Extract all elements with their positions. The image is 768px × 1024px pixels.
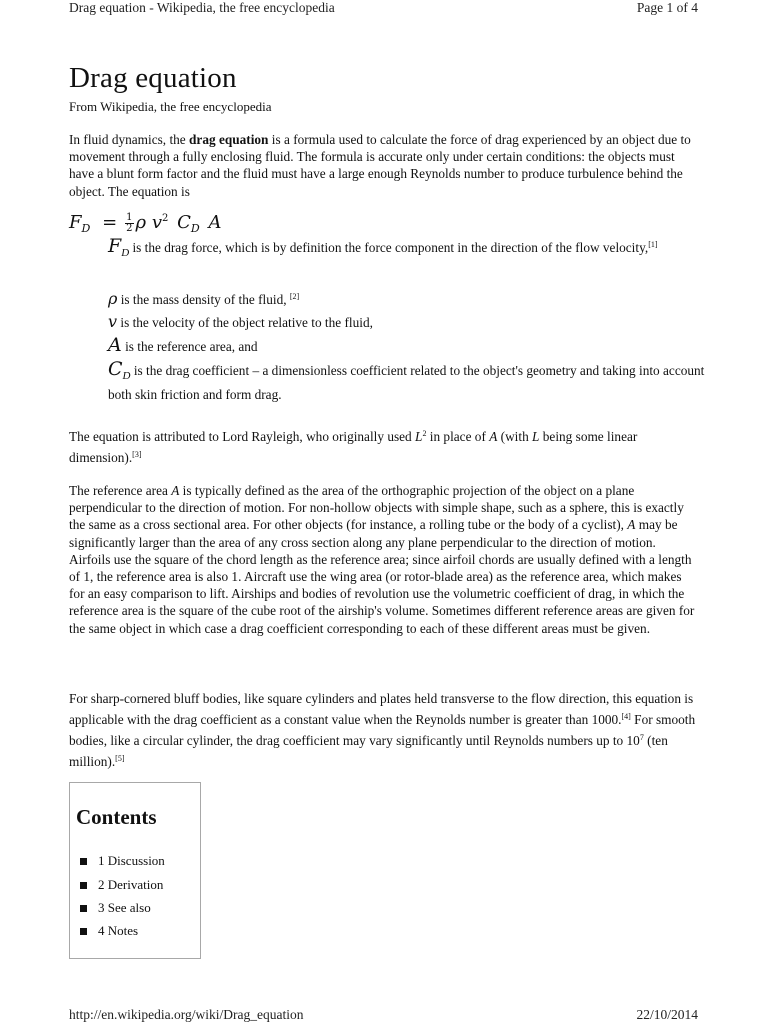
formula-equals: =	[102, 212, 118, 233]
definition-area	[108, 334, 708, 356]
rayleigh-text-4: being some linear dimension).	[69, 429, 638, 465]
toc-item-discussion[interactable]	[98, 853, 165, 869]
table-of-contents	[69, 782, 201, 959]
bullet-icon	[80, 928, 87, 935]
refarea-text-1: The reference area	[69, 483, 172, 498]
rayleigh-text-2: in place of	[426, 429, 490, 444]
formula-rho-v: ρ v	[135, 212, 163, 233]
ref-link[interactable]: [3]	[132, 450, 142, 459]
ref-link[interactable]: [5]	[115, 754, 125, 763]
bullet-icon	[80, 905, 87, 912]
toc-title: Contents	[76, 805, 157, 829]
fraction-numerator: 1	[126, 211, 133, 223]
toc-item-notes[interactable]	[98, 923, 138, 939]
rayleigh-paragraph	[69, 426, 697, 468]
toc-item-label: 2 Derivation	[98, 877, 164, 892]
refarea-text-3: may be significantly larger than the area of any cross section along any plane perpendicular to the direction of motion. Airfoils use the square of the chord length as the reference area; since airfoil chords are usually defined with a length of 1, the reference area is also 1. Aircraft use the wing area (or rotor-blade area) as the reference area, which makes for an easy comparison to lift. Airships and bodies of revolution use the volumetric coefficient of drag, in which the reference area is the square of the cube root of the airship's volume. Sometimes different reference areas are given for the same object in which case a drag coefficient corresponding to each of these different areas must be given.	[69, 517, 695, 636]
math-A: A	[171, 483, 180, 498]
intro-bold-term: drag equation	[189, 132, 269, 147]
def-symbol: C	[108, 358, 123, 380]
bullet-icon	[80, 882, 87, 889]
definition-drag-force	[108, 235, 708, 263]
math-A: A	[627, 517, 636, 533]
intro-text-1: In fluid dynamics, the	[69, 132, 190, 147]
intro-paragraph	[69, 131, 697, 200]
page-title: Drag equation	[69, 62, 237, 94]
toc-item-label: 1 Discussion	[98, 853, 165, 868]
math-exponent: 2	[422, 429, 427, 438]
rayleigh-text-3: (with	[497, 429, 533, 444]
print-header-page: Page 1 of 4	[636, 0, 698, 15]
toc-item-derivation[interactable]	[98, 877, 163, 893]
formula-lhs-sub: D	[81, 222, 91, 235]
bluff-bodies-paragraph	[69, 688, 697, 772]
toc-item-label: 4 Notes	[98, 923, 139, 938]
math-L: L	[415, 429, 423, 444]
def-symbol: F	[108, 235, 122, 257]
definition-drag-coefficient	[108, 358, 708, 403]
def-symbol: ρ	[108, 289, 118, 308]
bluff-text-3: (ten million).	[69, 733, 668, 769]
ref-link[interactable]: [4]	[621, 712, 631, 721]
math-A: A	[489, 429, 498, 444]
ref-link[interactable]: [2]	[289, 292, 300, 301]
formula-cd: C	[177, 212, 191, 233]
def-text: is the mass density of the fluid,	[120, 292, 290, 307]
bluff-text-1: For sharp-cornered bluff bodies, like square cylinders and plates held transverse to the flow direction, this equation is applicable with the drag coefficient as a constant value when the Reynolds number is greater than 1000.	[69, 691, 694, 727]
formula-lhs: F	[69, 212, 82, 233]
toc-item-label: 3 See also	[98, 900, 151, 915]
print-header-title: Drag equation - Wikipedia, the free encyclopedia	[69, 0, 335, 15]
bullet-icon	[80, 858, 87, 865]
def-text: is the reference area, and	[125, 339, 258, 354]
toc-item-see-also[interactable]	[98, 900, 151, 916]
def-symbol: v	[108, 312, 118, 331]
definition-density	[108, 290, 708, 309]
def-text: is the drag coefficient – a dimensionless coefficient related to the object's geometry and taking into account both skin friction and form drag.	[108, 363, 705, 402]
def-symbol-sub: D	[121, 247, 130, 259]
formula-fraction	[125, 213, 133, 234]
def-symbol: A	[108, 334, 122, 356]
fraction-denominator: 2	[126, 222, 133, 234]
rayleigh-text-1: The equation is attributed to Lord Rayleigh, who originally used	[69, 429, 416, 444]
formula-exponent: 2	[162, 213, 169, 224]
print-footer-date: 22/10/2014	[636, 1007, 698, 1022]
formula-area: A	[208, 212, 222, 233]
bluff-text-2: For smooth bodies, like a circular cylinder, the drag coefficient may vary significantly until Reynolds numbers up to 10	[69, 712, 696, 748]
ref-link[interactable]: [1]	[648, 240, 658, 249]
def-text: is the drag force, which is by definition the force component in the direction of the flow velocity,	[132, 240, 649, 255]
print-footer-url: http://en.wikipedia.org/wiki/Drag_equation	[69, 1007, 304, 1022]
def-text: is the velocity of the object relative to the fluid,	[120, 315, 373, 330]
formula-cd-sub: D	[190, 222, 200, 235]
definition-velocity	[108, 313, 708, 332]
refarea-text-2: is typically defined as the area of the orthographic projection of the object on a plane perpendicular to the direction of motion. For non-hollow objects with simple shape, such as a sphere, this is exactly the same as a cross sectional area. For other objects (for instance, a rolling tube or the body of a cyclist),	[69, 483, 684, 533]
reference-area-paragraph	[69, 482, 697, 637]
def-symbol-sub: D	[122, 370, 131, 382]
drag-formula	[69, 212, 221, 235]
intro-text-2: is a formula used to calculate the force of drag experienced by an object due to movement through a fully enclosing fluid. The formula is accurate only under certain conditions: the objects must have a blunt form factor and the fluid must have a large enough Reynolds number to produce turbulence behind the object. The equation is	[69, 132, 691, 199]
page-subtitle: From Wikipedia, the free encyclopedia	[69, 99, 272, 114]
math-L: L	[532, 429, 540, 444]
math-exponent: 7	[639, 733, 644, 742]
